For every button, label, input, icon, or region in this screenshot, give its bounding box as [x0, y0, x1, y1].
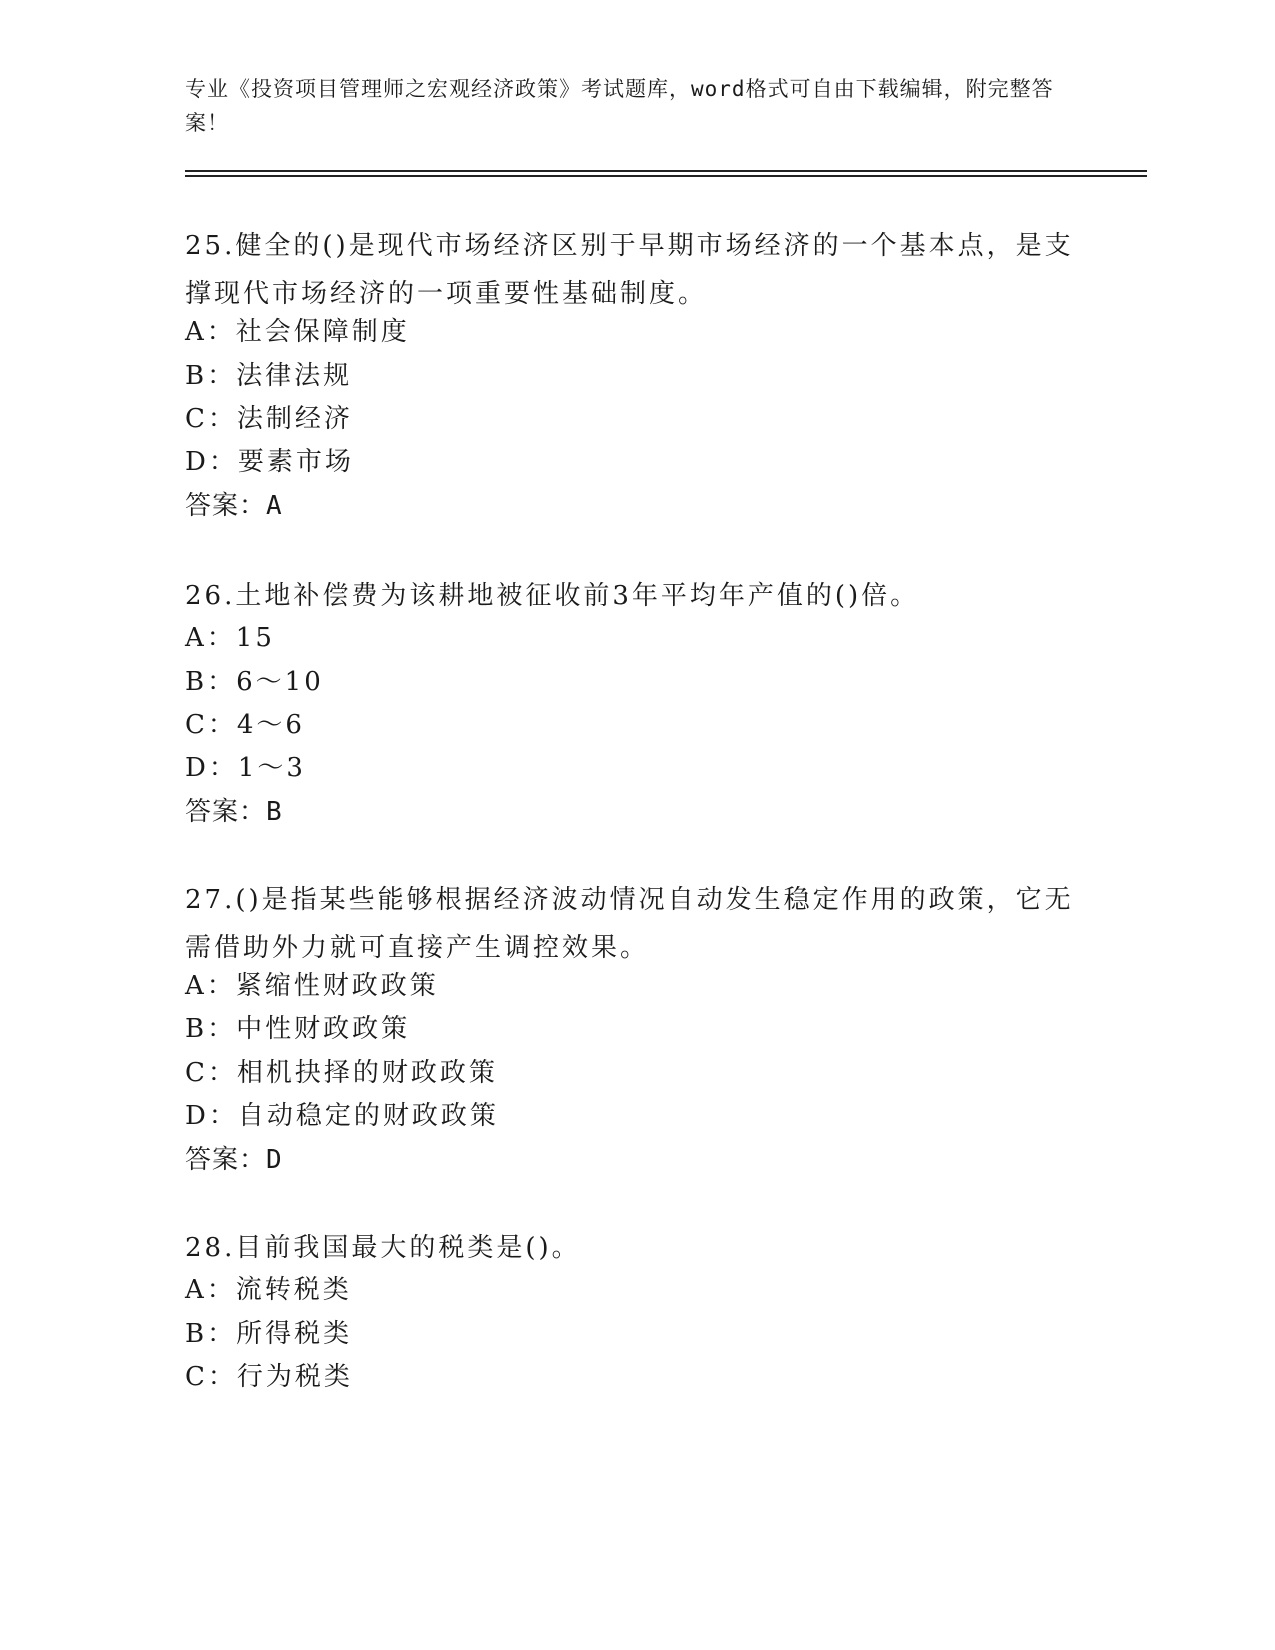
- header-intro-text: 专业《投资项目管理师之宏观经济政策》考试题库，word格式可自由下载编辑，附完整答案！: [185, 77, 1054, 135]
- question-26-option-c: C：4～6: [185, 710, 305, 740]
- question-25-option-a: A：社会保障制度: [185, 317, 410, 347]
- question-25-option-c: C：法制经济: [185, 404, 353, 434]
- question-27-option-a: A：紧缩性财政政策: [185, 971, 439, 1001]
- question-26-option-d: D：1～3: [185, 753, 306, 783]
- question-27-option-c: C：相机抉择的财政政策: [185, 1058, 498, 1088]
- header-divider-top: [185, 170, 1147, 172]
- question-25-answer: 答案：A: [185, 491, 283, 521]
- question-25-option-b: B：法律法规: [185, 361, 353, 391]
- question-28-option-b: B：所得税类: [185, 1319, 353, 1349]
- question-27-option-b: B：中性财政政策: [185, 1014, 411, 1044]
- header-divider-bottom: [185, 175, 1147, 177]
- question-27-option-d: D：自动稳定的财政政策: [185, 1101, 499, 1131]
- question-26-option-b: B：6～10: [185, 667, 324, 697]
- question-28-option-a: A：流转税类: [185, 1275, 352, 1305]
- question-27-answer: 答案：D: [185, 1145, 283, 1175]
- question-26-answer: 答案：B: [185, 797, 283, 827]
- document-header: [185, 72, 1085, 140]
- question-26-stem: 26.土地补偿费为该耕地被征收前3年平均年产值的()倍。: [185, 581, 920, 611]
- question-26-option-a: A：15: [185, 623, 275, 653]
- question-28-option-c: C：行为税类: [185, 1362, 353, 1392]
- question-25-option-d: D：要素市场: [185, 447, 354, 477]
- question-27-stem: 27.()是指某些能够根据经济波动情况自动发生稳定作用的政策，它无需借助外力就可直接产生调控效果。: [185, 885, 1074, 963]
- question-28-stem: 28.目前我国最大的税类是()。: [185, 1233, 581, 1263]
- question-25-stem: 25.健全的()是现代市场经济区别于早期市场经济的一个基本点，是支撑现代市场经济的一项重要性基础制度。: [185, 231, 1074, 309]
